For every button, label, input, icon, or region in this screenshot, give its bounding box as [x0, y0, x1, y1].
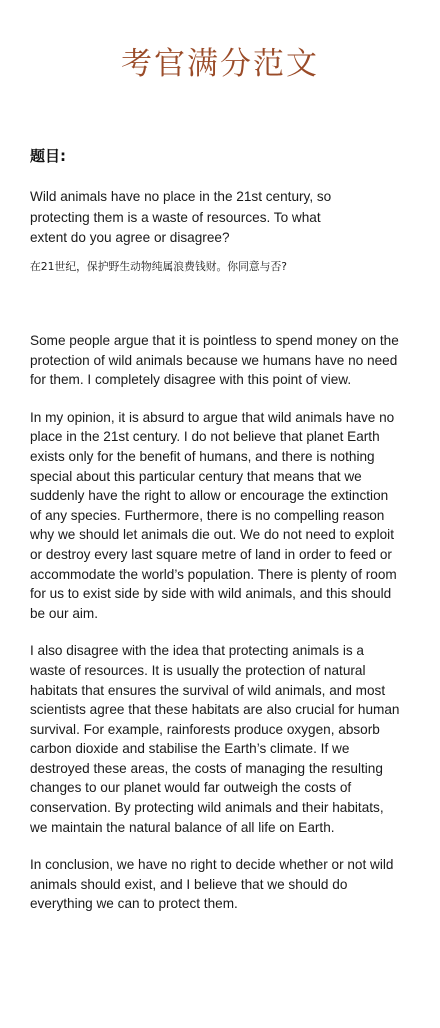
essay-body [30, 331, 402, 932]
essay-paragraph-body-1: In my opinion, it is absurd to argue that wild animals have no place in the 21st century. I do not believe that planet Earth exists only for the benefit of humans, and there is nothing special about this particular century that means that we suddenly have the right to allow or encourage the extinction of any species. Furthermore, there is no compelling reason why we should let animals die out. We do not need to exploit or destroy every last square metre of land in order to feed or accommodate the world’s population. There is plenty of room for us to exist side by side with wild animals, and this should be our aim. [30, 409, 397, 621]
essay-paragraph-introduction: Some people argue that it is pointless to spend money on the protection of wild animals because we humans have no need for them. I completely disagree with this point of view. [30, 333, 399, 388]
question-text-chinese: 在21世纪，保护野生动物纯属浪费钱财。你同意与否? [30, 260, 287, 273]
essay-paragraph-body-2: I also disagree with the idea that protecting animals is a waste of resources. It is usually the protection of natural habitats that ensures the survival of wild animals, and most scientists agree that these habitats are also crucial for human survival. For example, rainforests produce oxygen, absorb carbon dioxide and stabilise the Earth’s climate. If we destroyed these areas, the costs of managing the resulting changes to our planet would far outweigh the costs of conservation. By protecting wild animals and their habitats, we maintain the natural balance of all life on Earth. [30, 643, 400, 835]
question-text-english: Wild animals have no place in the 21st century, so protecting them is a waste of resources. To what extent do you agree or disagree? [30, 189, 332, 245]
question-label: 题目: [30, 147, 66, 165]
page-title: 考官满分范文 [121, 46, 319, 82]
essay-paragraph-conclusion: In conclusion, we have no right to decide whether or not wild animals should exist, and I believe that we should do everything we can to protect them. [30, 857, 394, 912]
